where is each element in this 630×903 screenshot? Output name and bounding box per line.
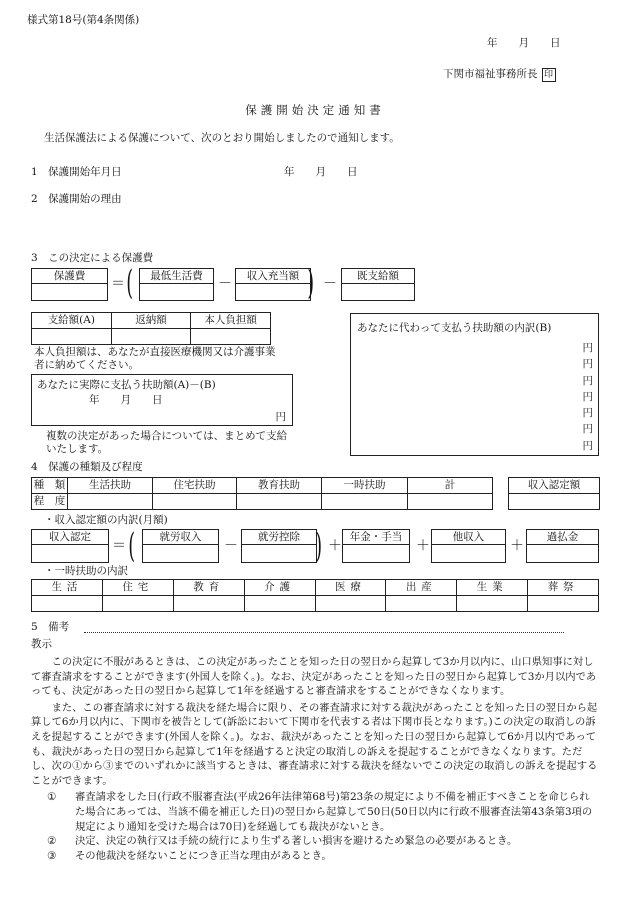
table-cell: 葬祭: [528, 580, 599, 596]
income-label: 収入充当額: [236, 269, 310, 284]
list-mark: ①: [47, 791, 57, 804]
issuer-name: 下関市福祉事務所長: [443, 68, 538, 80]
assistance-type-table: [31, 477, 600, 510]
instruction-body: [31, 655, 599, 863]
actual-pay-date: 年 月 日: [89, 394, 163, 406]
plus-sign: ＋: [328, 538, 342, 554]
table-cell: 一時扶助: [322, 478, 408, 494]
issuer-line: [443, 68, 556, 82]
item2-label: 2 保護開始の理由: [31, 193, 122, 205]
list-text: その他裁決を経ないことにつき正当な理由があるとき。: [75, 849, 332, 862]
item4-label: 4 保護の種類及び程度: [31, 461, 143, 473]
breakdown-yen: 円: [582, 358, 593, 371]
table-cell: 生業: [457, 580, 528, 596]
equals-sign: ＝: [111, 276, 125, 292]
instruction-paragraph: また、この審査請求に対する裁決を経た場合に限り、その審査請求に対する裁決があったことを知った日の翌日から起算して6か月以内に、下関市を被告として(訴訟において下関市を代表する者は下関市長となります。)この決定の取消しの訴えを提起することができます(外国人を除く。)。なお、裁決があったことを知った日の翌日から起算して6か月以内であっても、裁決があった日の翌日から起算して1年を経過すると決定の取消しの訴えを提起することができなくなります。ただし、次の①から③までのいずれかに該当するときは、審査請求に対する裁決を経ないでこの決定の取消しの訴えを提起することができます。: [31, 701, 598, 787]
instruction-list: [47, 790, 599, 863]
overpayment-label: 過払金: [527, 530, 598, 545]
instruction-paragraph: この決定に不服があるときは、この決定があったことを知った日の翌日から起算して3か月以内に、山口県知事に対して審査請求をすることができます(外国人を除く。)。なお、決定があったことを知った日の翌日から起算して3か月以内であっても、決定があった日の翌日から起算して1年を経過すると審査請求をすることができなくなります。: [31, 656, 597, 698]
work-income-label: 就労収入: [143, 530, 218, 545]
pension-label: 年金・手当: [343, 530, 409, 545]
breakdown-yen-list: [583, 340, 594, 454]
payment-table: [31, 312, 271, 345]
min-living-box: [139, 268, 214, 301]
document-title: 保護開始決定通知書: [245, 103, 385, 117]
item3-label: 3 この決定による保護費: [31, 252, 154, 264]
table-cell: 介護: [244, 580, 315, 596]
instruction-title: 教示: [31, 638, 52, 650]
work-deduction-label: 就労控除: [242, 530, 316, 545]
plus-sign: ＋: [510, 538, 524, 554]
table-cell: 返納額: [111, 313, 191, 329]
table-cell: 教育扶助: [237, 478, 322, 494]
paren-open: (: [126, 263, 133, 303]
list-mark: ②: [47, 835, 57, 848]
income-breakdown-title: ・収入認定額の内訳(月額): [44, 514, 168, 526]
list-mark: ③: [47, 849, 57, 862]
table-row: [32, 494, 600, 510]
table-row: [32, 313, 271, 329]
income-box: [235, 268, 311, 301]
actual-pay-box: [31, 374, 293, 426]
table-cell: 計: [408, 478, 493, 494]
table-row: [32, 329, 271, 345]
breakdown-yen: 円: [582, 423, 593, 436]
table-row: [32, 580, 599, 596]
table-cell: 収入認定額: [509, 478, 600, 494]
item1-date: 年 月 日: [284, 166, 358, 178]
paren-close: ): [315, 526, 322, 566]
list-text: 審査請求をした日(行政不服審査法(平成26年法律第68号)第23条の規定により不備を補正すべきことを命じられた場合にあっては、当該不備を補正した日)の翌日から起算して50日(50日以内に行政不服審査法第43条第3項の規定により通知を受けた場合は70日)を経過しても裁決がないとき。: [75, 791, 593, 833]
breakdown-yen: 円: [582, 407, 593, 420]
intro-text: 生活保護法による保護について、次のとおり開始しましたので通知します。: [44, 132, 400, 144]
seal-icon: 印: [542, 68, 556, 82]
breakdown-yen: 円: [582, 342, 593, 354]
pension-box: [342, 529, 410, 563]
overpayment-box: [526, 529, 599, 563]
table-cell: 支給額(A): [32, 313, 112, 329]
table-cell: 生活扶助: [68, 478, 153, 494]
breakdown-yen: 円: [582, 374, 593, 387]
item5-label: 5 備考: [31, 621, 70, 633]
remarks-line: [84, 632, 564, 633]
multiple-decision-note: 複数の決定があった場合については、まとめて支給いたします。: [46, 430, 288, 456]
breakdown-box: [350, 313, 599, 456]
plus-sign: ＋: [416, 538, 430, 554]
table-cell: 住宅扶助: [153, 478, 237, 494]
paid-box: [341, 268, 415, 301]
table-cell: 住宅: [102, 580, 173, 596]
breakdown-yen: 円: [582, 439, 593, 452]
list-item: [47, 849, 599, 864]
list-item: [47, 834, 599, 849]
hogohi-label: 保護費: [32, 269, 107, 284]
form-id: 様式第18号(第4条関係): [27, 14, 140, 26]
other-income-label: 他収入: [432, 530, 505, 545]
paid-label: 既支給額: [342, 269, 414, 284]
minus-sign: －: [323, 276, 337, 292]
paren-open: (: [128, 526, 135, 566]
actual-pay-yen: 円: [275, 411, 286, 423]
min-living-label: 最低生活費: [140, 269, 213, 284]
table-cell: 生活: [32, 580, 103, 596]
table-cell: 程 度: [32, 494, 68, 510]
temp-assistance-table: [31, 579, 599, 612]
equals-sign: ＝: [112, 538, 126, 554]
table-cell: 種 類: [32, 478, 68, 494]
income-recognized-box: [31, 529, 109, 563]
table-row: [32, 596, 599, 612]
temp-assistance-title: ・一時扶助の内訳: [44, 565, 128, 577]
list-item: [47, 790, 599, 834]
actual-pay-label: あなたに実際に支払う扶助額(A)－(B): [37, 379, 216, 391]
list-text: 決定、決定の執行又は手続の続行により生ずる著しい損害を避けるため緊急の必要があるとき。: [75, 835, 518, 848]
table-row: [32, 478, 600, 494]
breakdown-yen: 円: [582, 390, 593, 403]
table-cell: 本人負担額: [191, 313, 271, 329]
work-income-box: [142, 529, 219, 563]
table-cell: 医療: [315, 580, 386, 596]
issue-date: 年 月 日: [487, 37, 561, 49]
item1-label: 1 保護開始年月日: [31, 166, 122, 178]
self-burden-note: 本人負担額は、あなたが直接医療機関又は介護事業者に納めてください。: [34, 346, 276, 372]
income-recognized-label: 収入認定: [32, 530, 108, 545]
work-deduction-box: [241, 529, 317, 563]
hogohi-box: [31, 268, 108, 301]
minus-sign: －: [224, 538, 238, 554]
other-income-box: [431, 529, 506, 563]
breakdown-title: あなたに代わって支払う扶助額の内訳(B): [357, 322, 552, 334]
table-cell: 出産: [386, 580, 457, 596]
paren-close: ): [307, 263, 314, 303]
minus-sign: －: [218, 276, 232, 292]
table-cell: 教育: [173, 580, 244, 596]
